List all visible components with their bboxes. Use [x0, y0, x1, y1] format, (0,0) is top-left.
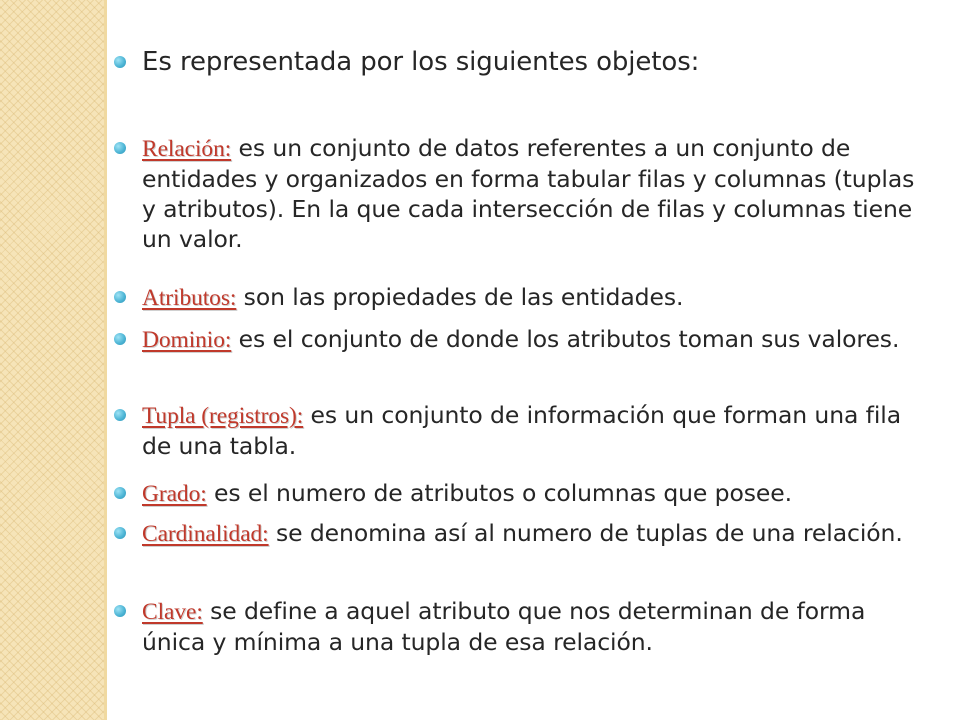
list-item-tupla [112, 400, 918, 461]
definition-text: es el numero de atributos o columnas que posee. [206, 479, 792, 507]
term-label: Dominio: [142, 327, 232, 353]
slide-heading [112, 46, 918, 78]
term-label: Grado: [142, 481, 207, 507]
definition-text: es un conjunto de información que forman una fila de una tabla. [142, 401, 901, 460]
definition-text: se define a aquel atributo que nos determinan de forma única y mínima a una tupla de esa relación. [142, 597, 866, 656]
term-label: Cardinalidad: [142, 521, 269, 547]
heading-text: Es representada por los siguientes objetos: [142, 47, 700, 77]
list-item-dominio [112, 324, 918, 355]
list-item-atributos [112, 282, 918, 313]
bullet-icon [114, 605, 126, 617]
bullet-icon [114, 487, 126, 499]
decorative-side-strip [0, 0, 104, 720]
bullet-icon [114, 409, 126, 421]
term-label: Clave: [142, 599, 203, 625]
bullet-icon [114, 333, 126, 345]
term-label: Relación: [142, 136, 232, 162]
bullet-icon [114, 291, 126, 303]
list-item-cardinalidad [112, 518, 918, 549]
list-item-relacion [112, 133, 918, 254]
bullet-icon [114, 527, 126, 539]
list-item-grado [112, 478, 918, 509]
term-label: Tupla (registros): [142, 403, 304, 429]
term-label: Atributos: [142, 285, 237, 311]
side-divider [104, 0, 107, 720]
bullet-icon [114, 56, 126, 68]
definition-text: son las propiedades de las entidades. [236, 283, 684, 311]
definition-text: es el conjunto de donde los atributos toman sus valores. [231, 325, 900, 353]
list-item-clave [112, 596, 918, 657]
bullet-icon [114, 142, 126, 154]
definition-text: se denomina así al numero de tuplas de una relación. [268, 519, 903, 547]
definition-text: es un conjunto de datos referentes a un conjunto de entidades y organizados en forma tabular filas y columnas (tuplas y atributos). En la que cada intersección de filas y columnas tiene un valor. [142, 134, 915, 253]
